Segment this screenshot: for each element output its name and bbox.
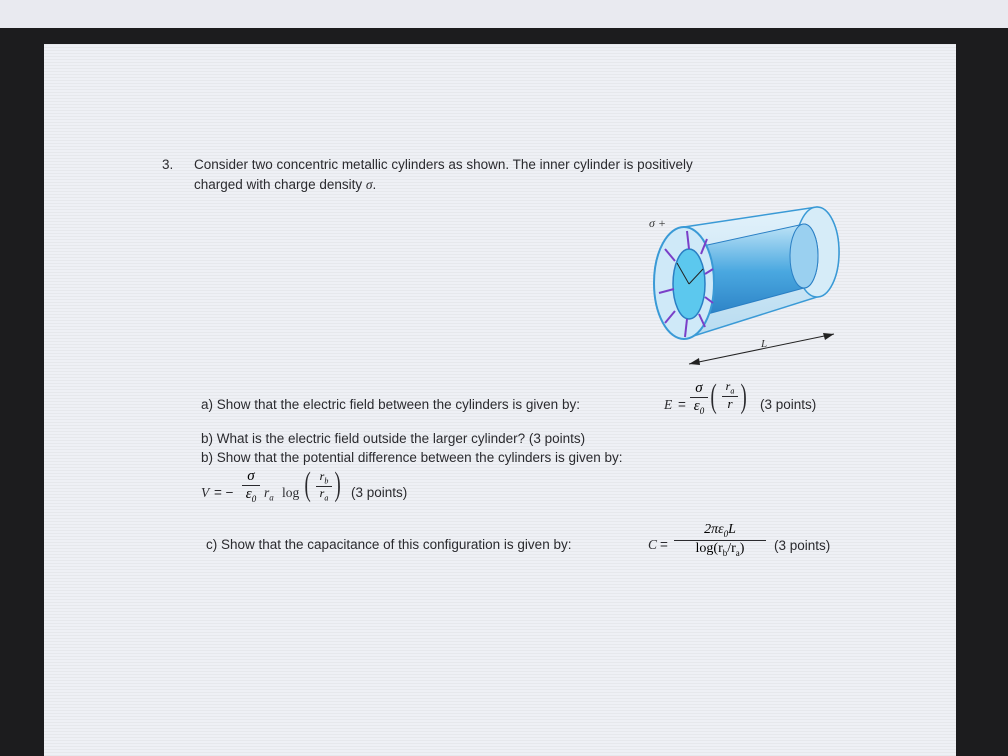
part-b2-fraction: [242, 468, 260, 504]
previous-page-strip: [0, 0, 1008, 28]
inner-cylinder-far-end: [790, 224, 818, 288]
part-b2-inner-num-sub: b: [324, 476, 329, 486]
part-c-num-L: L: [728, 522, 736, 537]
part-a-den-sub: 0: [699, 405, 705, 416]
part-a-text: a) Show that the electric field between the cylinders is given by:: [201, 397, 580, 412]
part-c-num: 2πε: [704, 522, 724, 537]
part-c-text: c) Show that the capacitance of this configuration is given by:: [206, 537, 572, 552]
part-b2-inner-den-sub: a: [324, 493, 329, 503]
part-b2-text: b) Show that the potential difference between the cylinders is given by:: [201, 450, 623, 465]
part-a-E: E: [664, 397, 673, 412]
part-b2-den-sub: 0: [251, 493, 257, 504]
part-b2-inner-fraction: [316, 470, 332, 503]
figure-sigma-label: σ +: [649, 216, 667, 230]
concentric-cylinders-figure: [589, 199, 849, 369]
part-c-C: C: [648, 537, 658, 552]
length-arrow-head-right: [823, 333, 834, 340]
part-b2-log: log: [282, 485, 300, 500]
question-intro-line2: [194, 177, 376, 193]
part-b2-r: [264, 485, 274, 503]
part-b2-points: (3 points): [351, 485, 408, 500]
part-a-numerator: σ: [695, 380, 703, 396]
question-number: 3.: [162, 157, 174, 172]
part-a-left-paren: (: [710, 378, 717, 415]
document-page: [44, 44, 956, 756]
part-b1-text: b) What is the electric field outside the larger cylinder? (3 points): [201, 431, 586, 446]
part-b2-inner-den: r: [319, 486, 325, 501]
part-b2-denominator: ε: [245, 485, 252, 502]
part-c-fraction: [674, 522, 766, 558]
part-a-inner-num: r: [725, 379, 731, 393]
part-b2-V: V: [201, 485, 210, 500]
part-b2-r-letter: r: [264, 485, 270, 500]
part-a-points: (3 points): [760, 397, 817, 412]
part-a-right-paren: ): [740, 378, 747, 415]
part-a-inner-num-sub: a: [730, 386, 735, 396]
part-c-den-mid: /r: [727, 540, 736, 556]
part-b2-numerator: σ: [247, 468, 255, 484]
part-b2-r-sub: a: [269, 492, 274, 503]
part-c-points: (3 points): [774, 538, 831, 553]
length-arrow-head-left: [689, 358, 700, 365]
part-a-inner-fraction: [722, 380, 738, 411]
part-b2-inner-num: r: [319, 469, 325, 483]
intro-line2-text: charged with charge density: [194, 177, 363, 192]
part-c-den-end: ): [739, 540, 745, 556]
question-intro-line1: Consider two concentric metallic cylinders as shown. The inner cylinder is positively: [194, 157, 693, 172]
part-c-den-sub2: a: [735, 547, 740, 558]
part-a-inner-den: r: [727, 396, 733, 412]
part-a-fraction: [690, 380, 708, 416]
length-label: L: [761, 338, 768, 350]
part-b2-left-paren: (: [304, 466, 311, 503]
intro-period: .: [372, 177, 377, 192]
part-a-equals: =: [678, 397, 686, 412]
part-c-equals: =: [660, 537, 668, 552]
part-b2-right-paren: ): [334, 466, 341, 503]
sigma-symbol: σ: [365, 177, 373, 192]
part-b2-equals: = −: [214, 485, 234, 500]
part-a-denominator: ε: [693, 397, 700, 414]
part-c-den-sub1: b: [722, 547, 728, 558]
part-c-den: log(r: [695, 540, 723, 556]
part-c-num-sub: 0: [723, 528, 729, 539]
